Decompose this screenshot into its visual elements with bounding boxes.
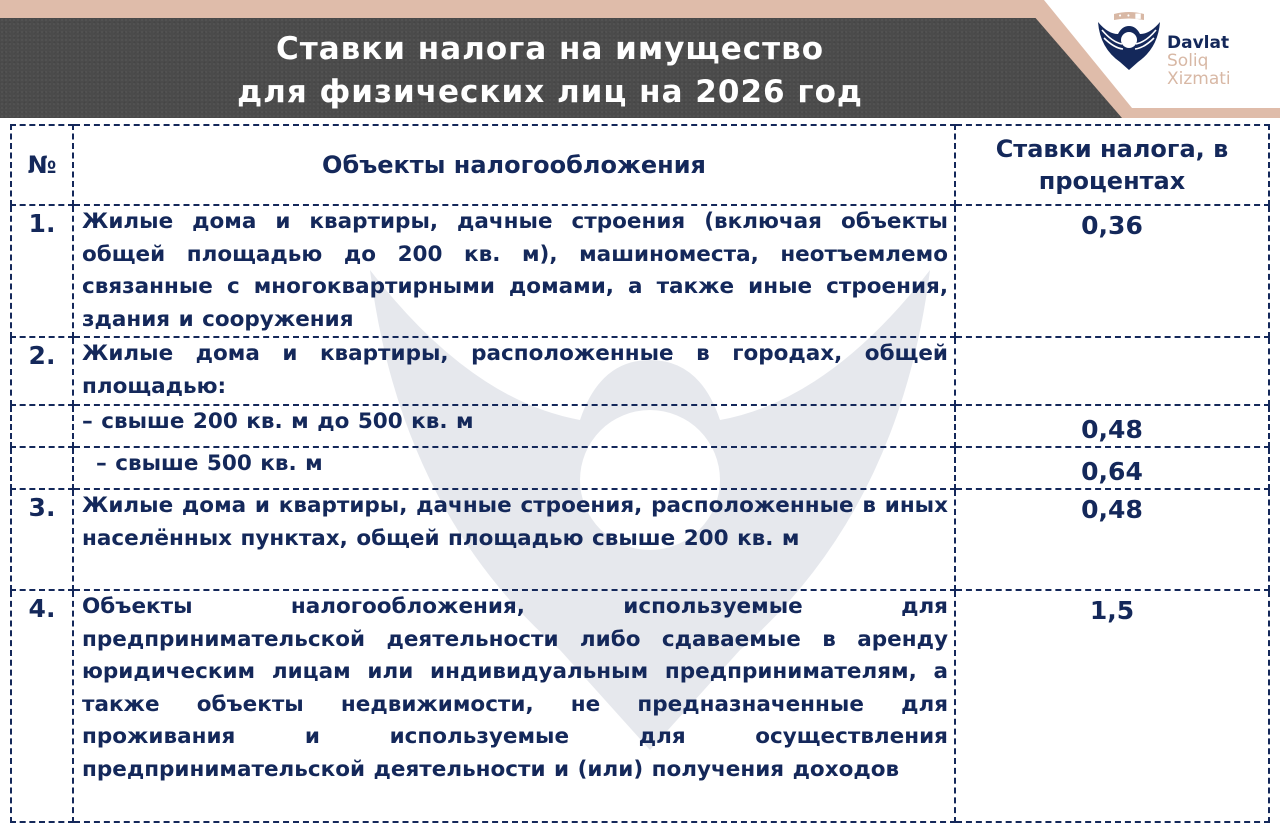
title-line-1: Ставки налога на имущество <box>275 31 824 67</box>
row-number: 1. <box>11 205 73 337</box>
row-object: Жилые дома и квартиры, расположенные в городах, общей площадью: <box>73 337 955 405</box>
row-rate: 0,36 <box>955 205 1269 337</box>
page-title <box>170 28 930 114</box>
row-rate: 0,48 <box>955 489 1269 590</box>
brand-text <box>1167 34 1231 88</box>
row-number <box>11 405 73 447</box>
row-rate: 0,48 <box>955 405 1269 447</box>
row-rate: 0,64 <box>955 447 1269 489</box>
emblem-stars: • • ■ • • <box>1118 12 1160 20</box>
row-object: Жилые дома и квартиры, дачные строения (включая объекты общей площадью до 200 кв. м), машиноместа, неотъемлемо связанные с многоквартирными домами, а также иные строения, здания и сооружения <box>73 205 955 337</box>
row-object: Объекты налогообложения, используемые для предпринимательской деятельности либо сдаваемые в аренду юридическим лицам или индивидуальным предпринимателям, а также объекты недвижимости, не предназначенные для проживания и используемые для осуществления предпринимательской деятельности и (или) получения доходов <box>73 590 955 822</box>
table-row <box>11 489 1269 590</box>
row-rate <box>955 337 1269 405</box>
row-number: 3. <box>11 489 73 590</box>
row-number <box>11 447 73 489</box>
header-rate: Ставки налога, в процентах <box>955 125 1269 205</box>
table-row <box>11 337 1269 405</box>
table-row <box>11 447 1269 489</box>
table-header-row <box>11 125 1269 205</box>
table-row <box>11 405 1269 447</box>
brand-line-1: Davlat <box>1167 33 1230 53</box>
brand-line-3: Xizmati <box>1167 69 1231 89</box>
table-row <box>11 590 1269 822</box>
title-line-2: для физических лиц на 2026 год <box>237 74 863 110</box>
table-row <box>11 205 1269 337</box>
row-object: Жилые дома и квартиры, дачные строения, расположенные в иных населённых пунктах, общей площадью свыше 200 кв. м <box>73 489 955 590</box>
tax-rates-table <box>10 124 1270 823</box>
header-number: № <box>11 125 73 205</box>
row-object: – свыше 500 кв. м <box>73 447 955 489</box>
brand-line-2: Soliq <box>1167 51 1209 71</box>
row-number: 4. <box>11 590 73 822</box>
header-objects: Объекты налогообложения <box>73 125 955 205</box>
row-number: 2. <box>11 337 73 405</box>
row-rate: 1,5 <box>955 590 1269 822</box>
row-object: – свыше 200 кв. м до 500 кв. м <box>73 405 955 447</box>
